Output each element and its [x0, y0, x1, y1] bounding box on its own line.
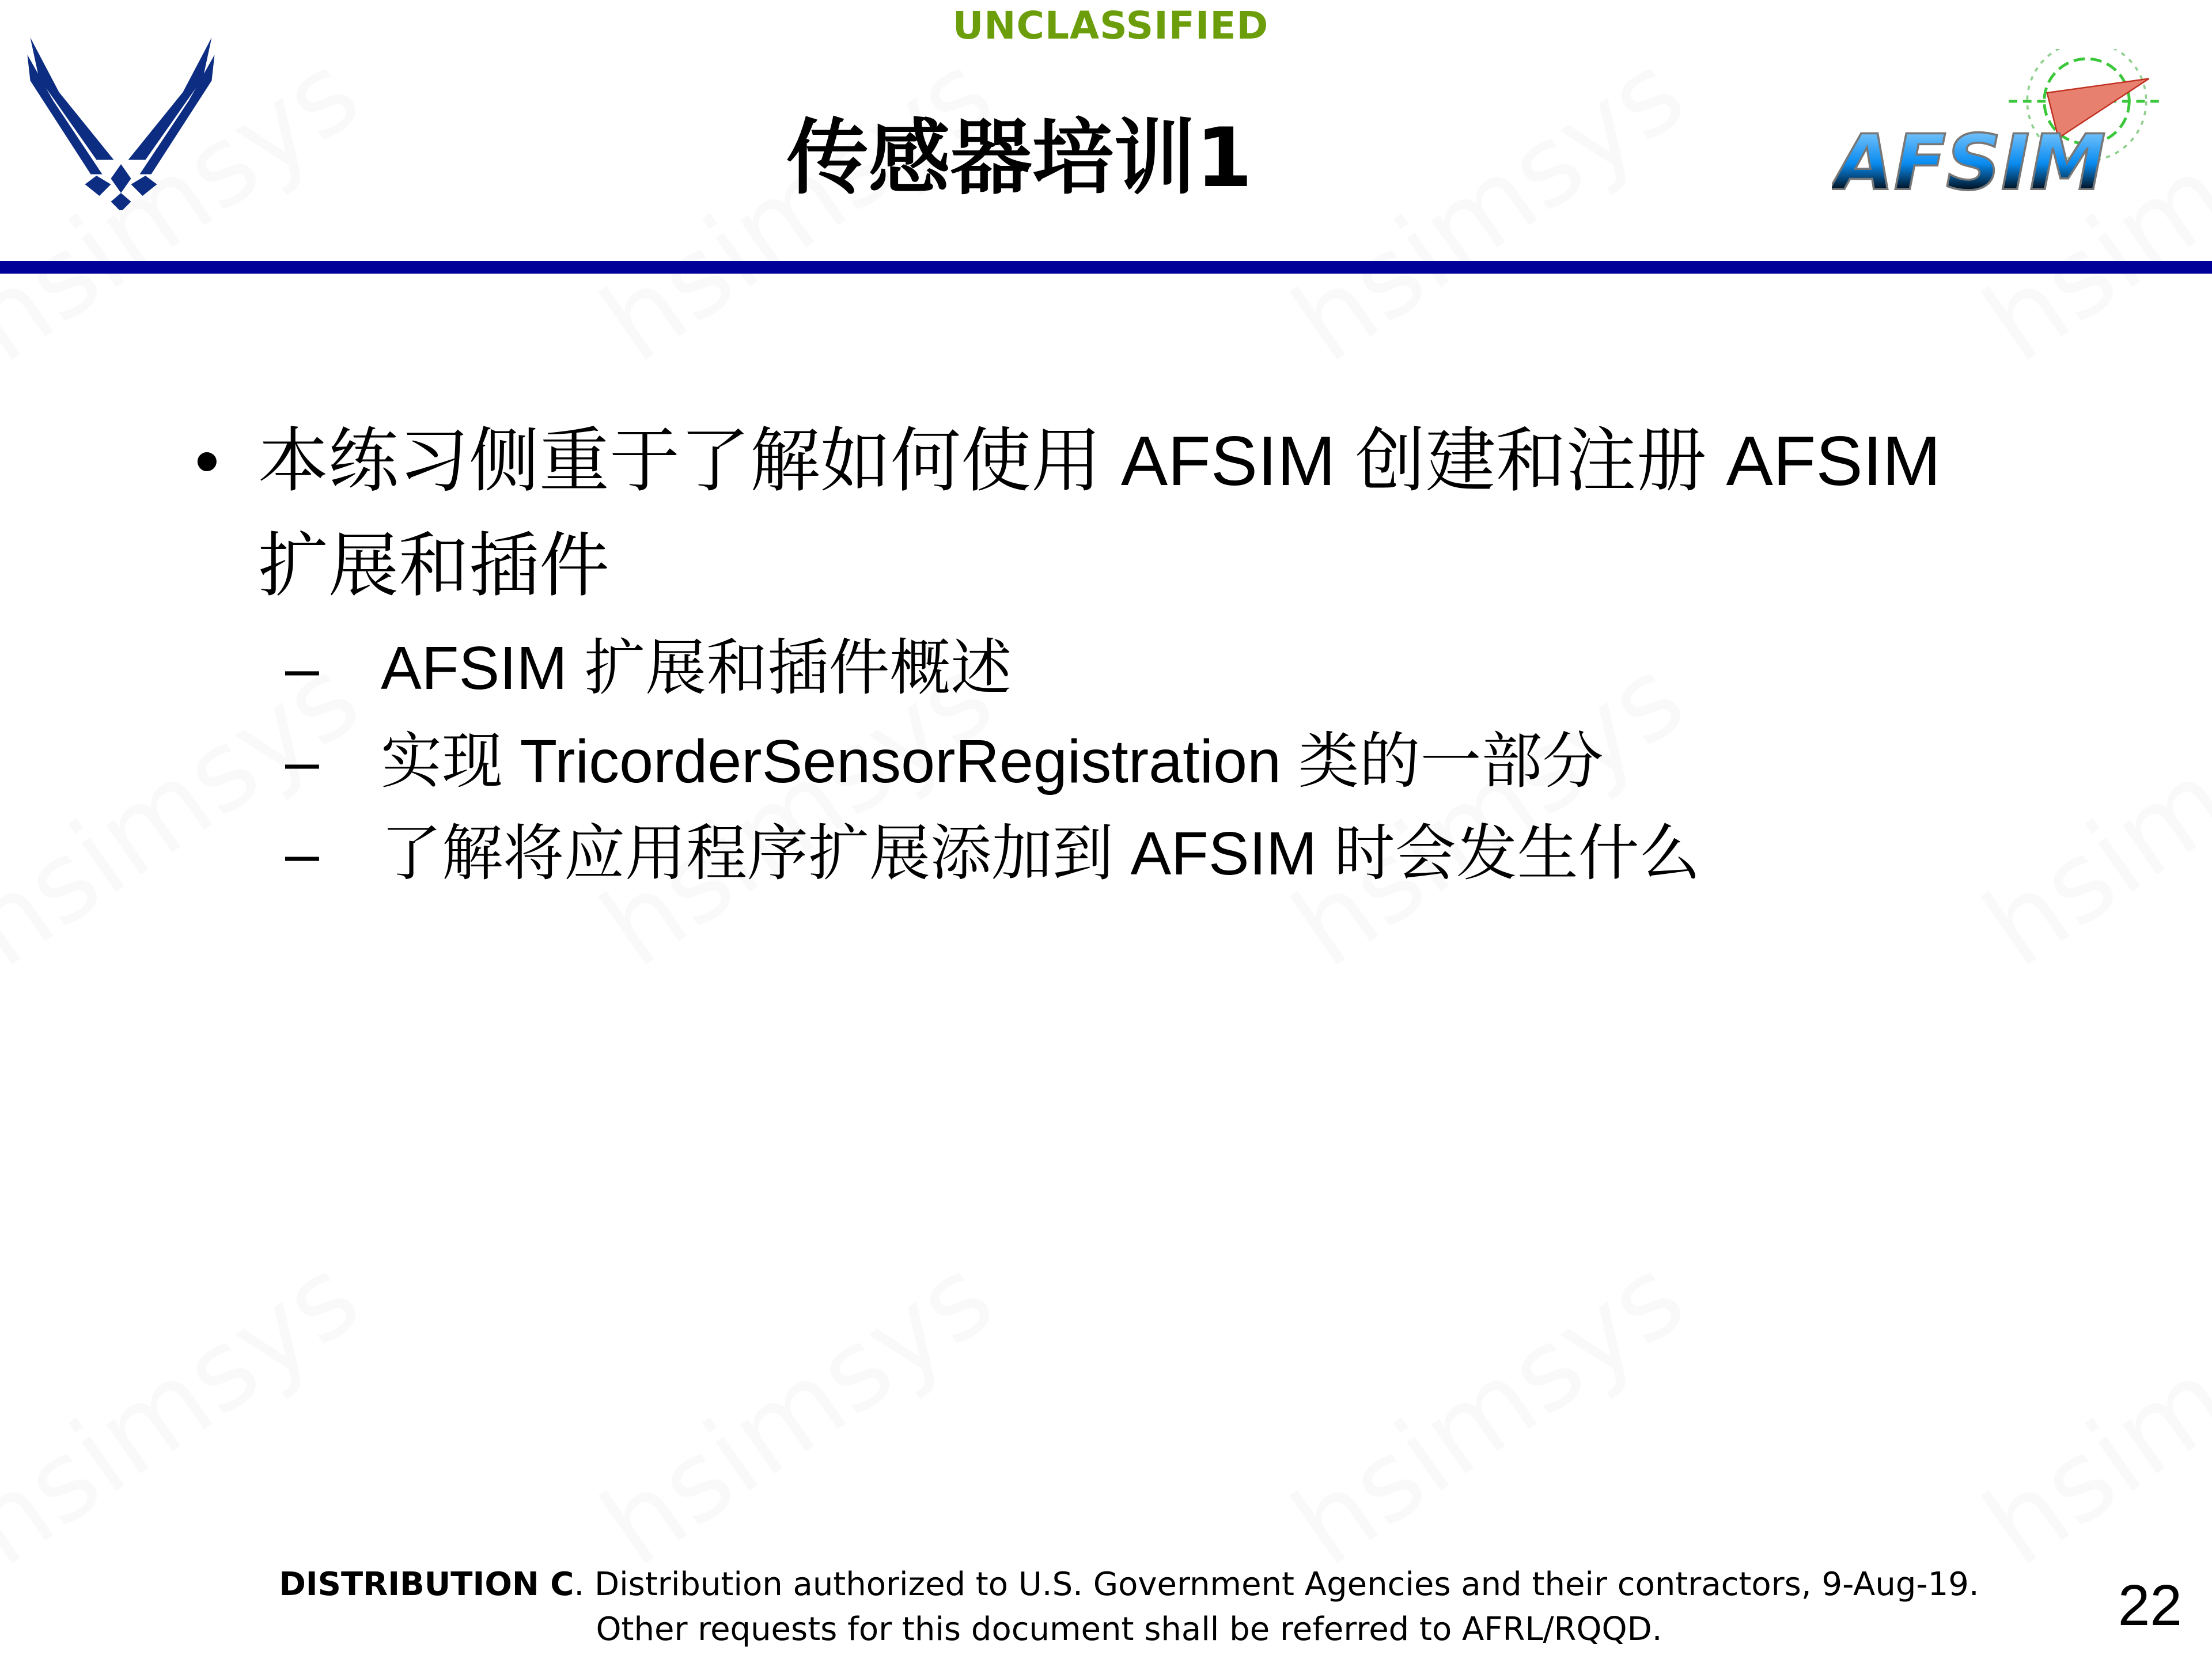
watermark [0, 1233, 381, 1590]
watermark [1271, 1233, 1706, 1590]
distribution-statement [0, 1566, 2212, 1603]
watermark [579, 1233, 1015, 1590]
dash-symbol: – [285, 634, 319, 702]
afsim-logo [1832, 49, 2172, 207]
dash-symbol: – [285, 728, 319, 796]
watermark [1271, 29, 1706, 387]
afsim-logo-text: AFSIM [1834, 119, 2106, 207]
sub-item: AFSIM 扩展和插件概述 [381, 634, 1012, 702]
watermark [1962, 1233, 2212, 1590]
sub-item: 实现 TricorderSensorRegistration 类的一部分 [381, 728, 1604, 796]
sub-item: 了解将应用程序扩展添加到 AFSIM 时会发生什么 [381, 820, 1700, 888]
bullet-symbol: • [195, 422, 219, 500]
watermark [0, 634, 381, 991]
classification-banner: UNCLASSIFIED [952, 3, 1269, 48]
watermark [1962, 634, 2212, 991]
distribution-referral: Other requests for this document shall be referred to AFRL/RQQD. [596, 1611, 1662, 1648]
bullet-line-1: 本练习侧重于了解如何使用 AFSIM 创建和注册 AFSIM [258, 422, 1941, 500]
header-divider [0, 261, 2212, 274]
slide-title: 传感器培训1 [786, 111, 1253, 206]
bullet-line-2: 扩展和插件 [258, 527, 609, 605]
air-force-logo [26, 37, 216, 210]
page-number: 22 [2118, 1573, 2182, 1638]
distribution-text: . Distribution authorized to U.S. Government Agencies and their contractors, 9-Aug-19. [574, 1566, 1979, 1603]
distribution-label: DISTRIBUTION C [279, 1566, 574, 1603]
dash-symbol: – [285, 820, 319, 888]
